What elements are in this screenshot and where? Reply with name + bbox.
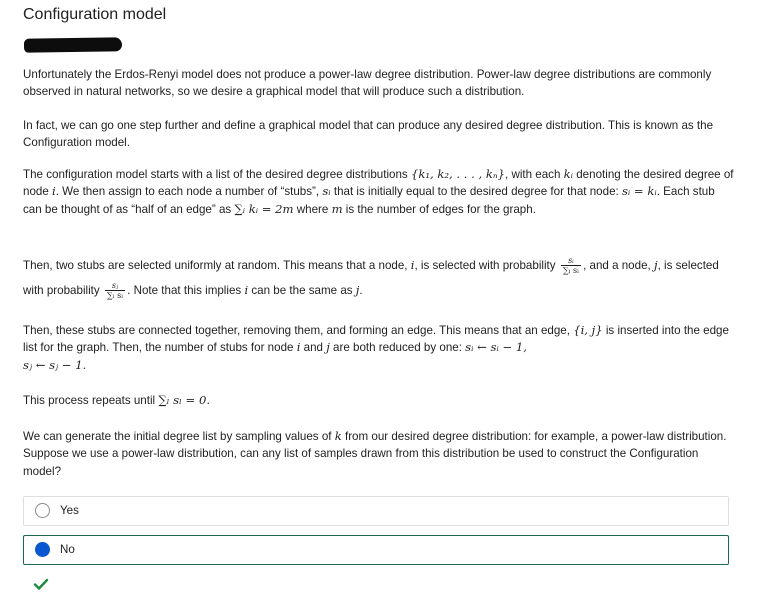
option-no[interactable]: [23, 535, 729, 565]
checkmark-icon: [33, 576, 49, 592]
fraction-prob-j: $\frac{\text{sⱼ}}{\text{∑ₗ sₗ}}$: [106, 281, 124, 301]
math-j: j: [326, 340, 330, 355]
paragraph-question: We can generate the initial degree list by sampling values of k from our desired degree distribution: for example, a power-law distribution. Suppose we use a power-law distribution, can any list of samples drawn from this distribution be used to construct the Configuration model?: [23, 429, 727, 478]
math-sum-k: ∑ᵢ kᵢ = 2m: [234, 201, 294, 216]
paragraph-selection: Then, two stubs are selected uniformly at random. This means that a node, i, is selected with probability $\frac{\text{sᵢ}}{\text{∑ₗ sₗ}}$ , and a node, j, is selected with probability $\frac{\text{sⱼ}}{\text{∑ₗ sₗ}}$ . Note that this implies i can be the same as j.: [23, 256, 719, 301]
math-edge: {i, j}: [573, 323, 603, 337]
math-si-eq-ki: sᵢ = kᵢ: [621, 184, 657, 199]
option-yes[interactable]: [23, 496, 729, 526]
math-i: i: [244, 283, 249, 297]
math-i: i: [52, 184, 56, 199]
option-yes-label: Yes: [60, 504, 79, 517]
radio-button-no-selected[interactable]: [35, 542, 50, 557]
math-j: j: [653, 258, 658, 272]
paragraph-stubs: The configuration model starts with a list of the desired degree distributions {k₁, k₂, . . . , kₙ}, with each kᵢ denoting the desired degree of node i. We then assign to each node a number of “stubs”, sᵢ that is initially equal to the desired degree for that node: sᵢ = kᵢ. Each stub can be thought of as “half of an edge” as ∑ᵢ kᵢ = 2m where m is the number of edges for the graph.: [23, 167, 734, 216]
paragraph-configuration-intro: In fact, we can go one step further and define a graphical model that can produce any desired degree distribution. This is known as the Configuration model.: [23, 119, 714, 150]
math-i: i: [296, 340, 301, 355]
radio-button-yes[interactable]: [35, 503, 50, 518]
math-si: sᵢ: [322, 184, 331, 199]
math-degree-list: {k₁, k₂, . . . , kₙ}: [410, 167, 505, 181]
math-sj-decrement: sⱼ ← sⱼ − 1.: [23, 357, 87, 372]
paragraph-intro: Unfortunately the Erdos-Renyi model does not produce a power-law degree distribution. Power-law degree distributions are commonly observed in natural networks, so we desire a graphical model that will produce such a distribution.: [23, 68, 712, 99]
math-ki: kᵢ: [563, 167, 574, 181]
math-sum-zero: ∑ₗ sₗ = 0.: [158, 393, 211, 407]
math-j: j: [355, 283, 360, 297]
math-si-decrement: sᵢ ← sᵢ − 1,: [465, 340, 527, 355]
paragraph-edge-forming: Then, these stubs are connected together, removing them, and forming an edge. This means that an edge, {i, j} is inserted into the edge list for the graph. Then, the number of stubs for node i and j are both reduced by one: sᵢ ← sᵢ − 1, sⱼ ← sⱼ − 1.: [23, 323, 729, 372]
math-i: i: [410, 258, 415, 272]
paragraph-repeat: This process repeats until ∑ₗ sₗ = 0.: [23, 393, 211, 407]
math-k: k: [334, 429, 342, 443]
math-m: m: [331, 201, 343, 216]
redacted-author: [24, 37, 122, 52]
page-title: Configuration model: [23, 6, 167, 23]
fraction-prob-i: $\frac{\text{sᵢ}}{\text{∑ₗ sₗ}}$: [562, 256, 580, 276]
option-no-label: No: [60, 543, 75, 556]
